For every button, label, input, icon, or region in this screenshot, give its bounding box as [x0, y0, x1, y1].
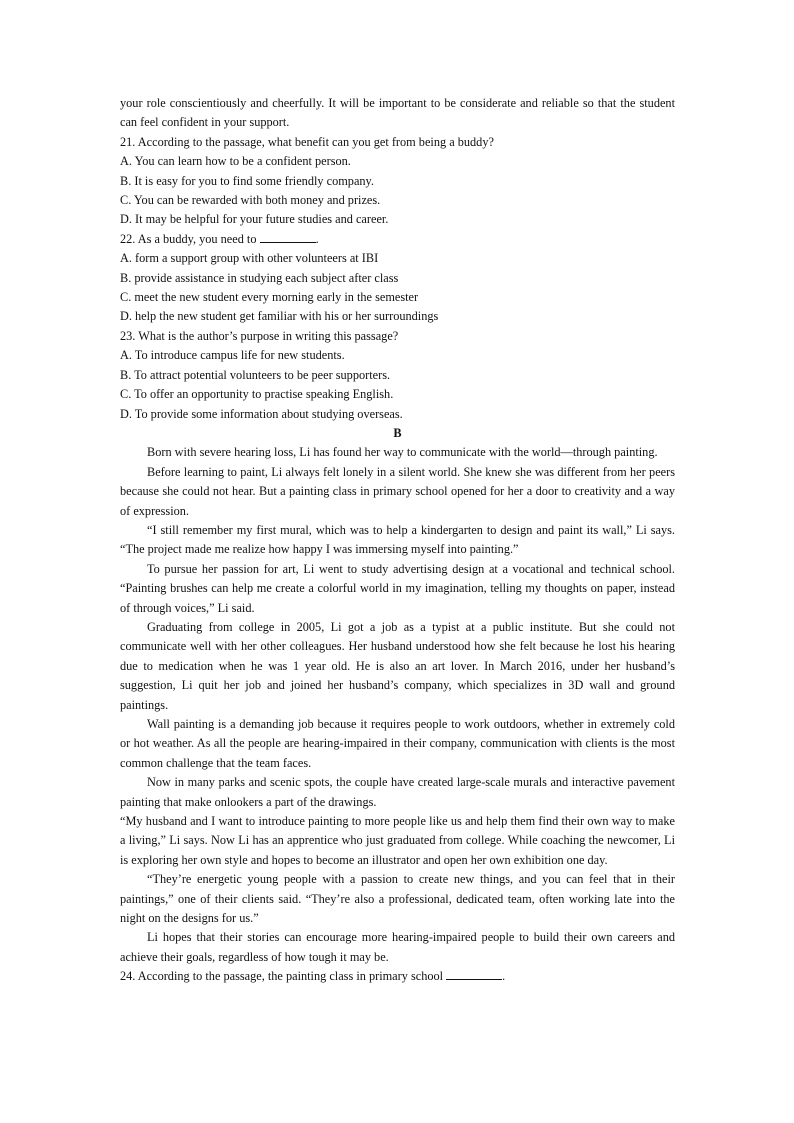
- answer-option: D. To provide some information about studying overseas.: [120, 406, 403, 421]
- answer-blank: [446, 968, 502, 980]
- passage-paragraph: “They’re energetic young people with a passion to create new things, and you can feel that in their paintings,” one of their clients said. “They’re also a professional, dedicated team, often working late into the night on the designs for us.”: [120, 872, 675, 926]
- passage-paragraph: Born with severe hearing loss, Li has found her way to communicate with the world—through painting.: [147, 445, 658, 460]
- question-24-end: .: [502, 969, 506, 984]
- question-stem-text: 21. According to the passage, what benefit can you get from being a buddy?: [120, 134, 494, 149]
- section-b-passage: [120, 443, 675, 967]
- intro-paragraph-tail: your role conscientiously and cheerfully. It will be important to be considerate and reliable so that the student can feel confident in your support.: [120, 96, 675, 130]
- question-stem: [120, 133, 675, 152]
- question-24-stem: 24. According to the passage, the painting class in primary school: [120, 969, 444, 984]
- passage-paragraph: Graduating from college in 2005, Li got a job as a typist at a public institute. But she could not communicate well with her other colleagues. Her husband understood how she felt because he lost his hearing due to medication when he was 1 year old. He is also an art lover. In March 2016, under her husband’s suggestion, Li quit her job and joined her husband’s company, which specializes in 3D wall and ground paintings.: [120, 619, 675, 712]
- question-stem: [120, 327, 675, 346]
- document-page: [120, 94, 675, 987]
- answer-blank: [260, 231, 316, 243]
- answer-option: B. To attract potential volunteers to be peer supporters.: [120, 367, 391, 382]
- answer-option: D. It may be helpful for your future studies and career.: [120, 212, 389, 227]
- answer-option: D. help the new student get familiar with his or her surroundings: [120, 309, 439, 324]
- passage-paragraph: Li hopes that their stories can encourage more hearing-impaired people to build their own careers and achieve their goals, regardless of how tough it may be.: [120, 930, 675, 964]
- question-24: [120, 967, 675, 986]
- passage-paragraph: To pursue her passion for art, Li went to study advertising design at a vocational and technical school. “Painting brushes can help me create a colorful world in my imagination, telling my thoughts on paper, instead of through voices,” Li said.: [120, 561, 675, 615]
- answer-option: C. meet the new student every morning early in the semester: [120, 290, 419, 305]
- question-stem-text: 22. As a buddy, you need to: [120, 231, 257, 246]
- passage-paragraph: Wall painting is a demanding job because it requires people to work outdoors, whether in extremely cold or hot weather. As all the people are hearing-impaired in their company, communication with clients is the most common challenge that the team faces.: [120, 717, 675, 770]
- answer-option: B. It is easy for you to find some friendly company.: [120, 173, 374, 188]
- passage-paragraph: “My husband and I want to introduce painting to more people like us and help them find their own way to make a living,” Li says. Now Li has an apprentice who just graduated from college. While coaching the newcomer, Li is exploring her own style and hopes to become an illustrator and open her own exhibition one day.: [120, 814, 675, 867]
- question-stem-text: 23. What is the author’s purpose in writing this passage?: [120, 328, 399, 343]
- answer-option: C. To offer an opportunity to practise speaking English.: [120, 387, 394, 402]
- passage-paragraph: “I still remember my first mural, which was to help a kindergarten to design and paint its wall,” Li says. “The project made me realize how happy I was immersing myself into painting.”: [120, 522, 675, 557]
- answer-option: C. You can be rewarded with both money and prizes.: [120, 193, 381, 208]
- passage-paragraph: Now in many parks and scenic spots, the couple have created large-scale murals and interactive pavement painting that make onlookers a part of the drawings.: [120, 775, 675, 809]
- question-stem: [120, 230, 675, 249]
- passage-paragraph: Before learning to paint, Li always felt lonely in a silent world. She knew she was different from her peers because she could not hear. But a painting class in primary school opened for her a door to creativity and a way of expression.: [120, 464, 675, 518]
- section-a-questions: [120, 133, 675, 424]
- answer-option: A. To introduce campus life for new students.: [120, 348, 345, 363]
- section-b-heading: B: [393, 425, 402, 440]
- question-stem-end: .: [315, 231, 319, 246]
- answer-option: A. form a support group with other volunteers at IBI: [120, 251, 379, 266]
- answer-option: A. You can learn how to be a confident person.: [120, 154, 351, 169]
- answer-option: B. provide assistance in studying each subject after class: [120, 270, 399, 285]
